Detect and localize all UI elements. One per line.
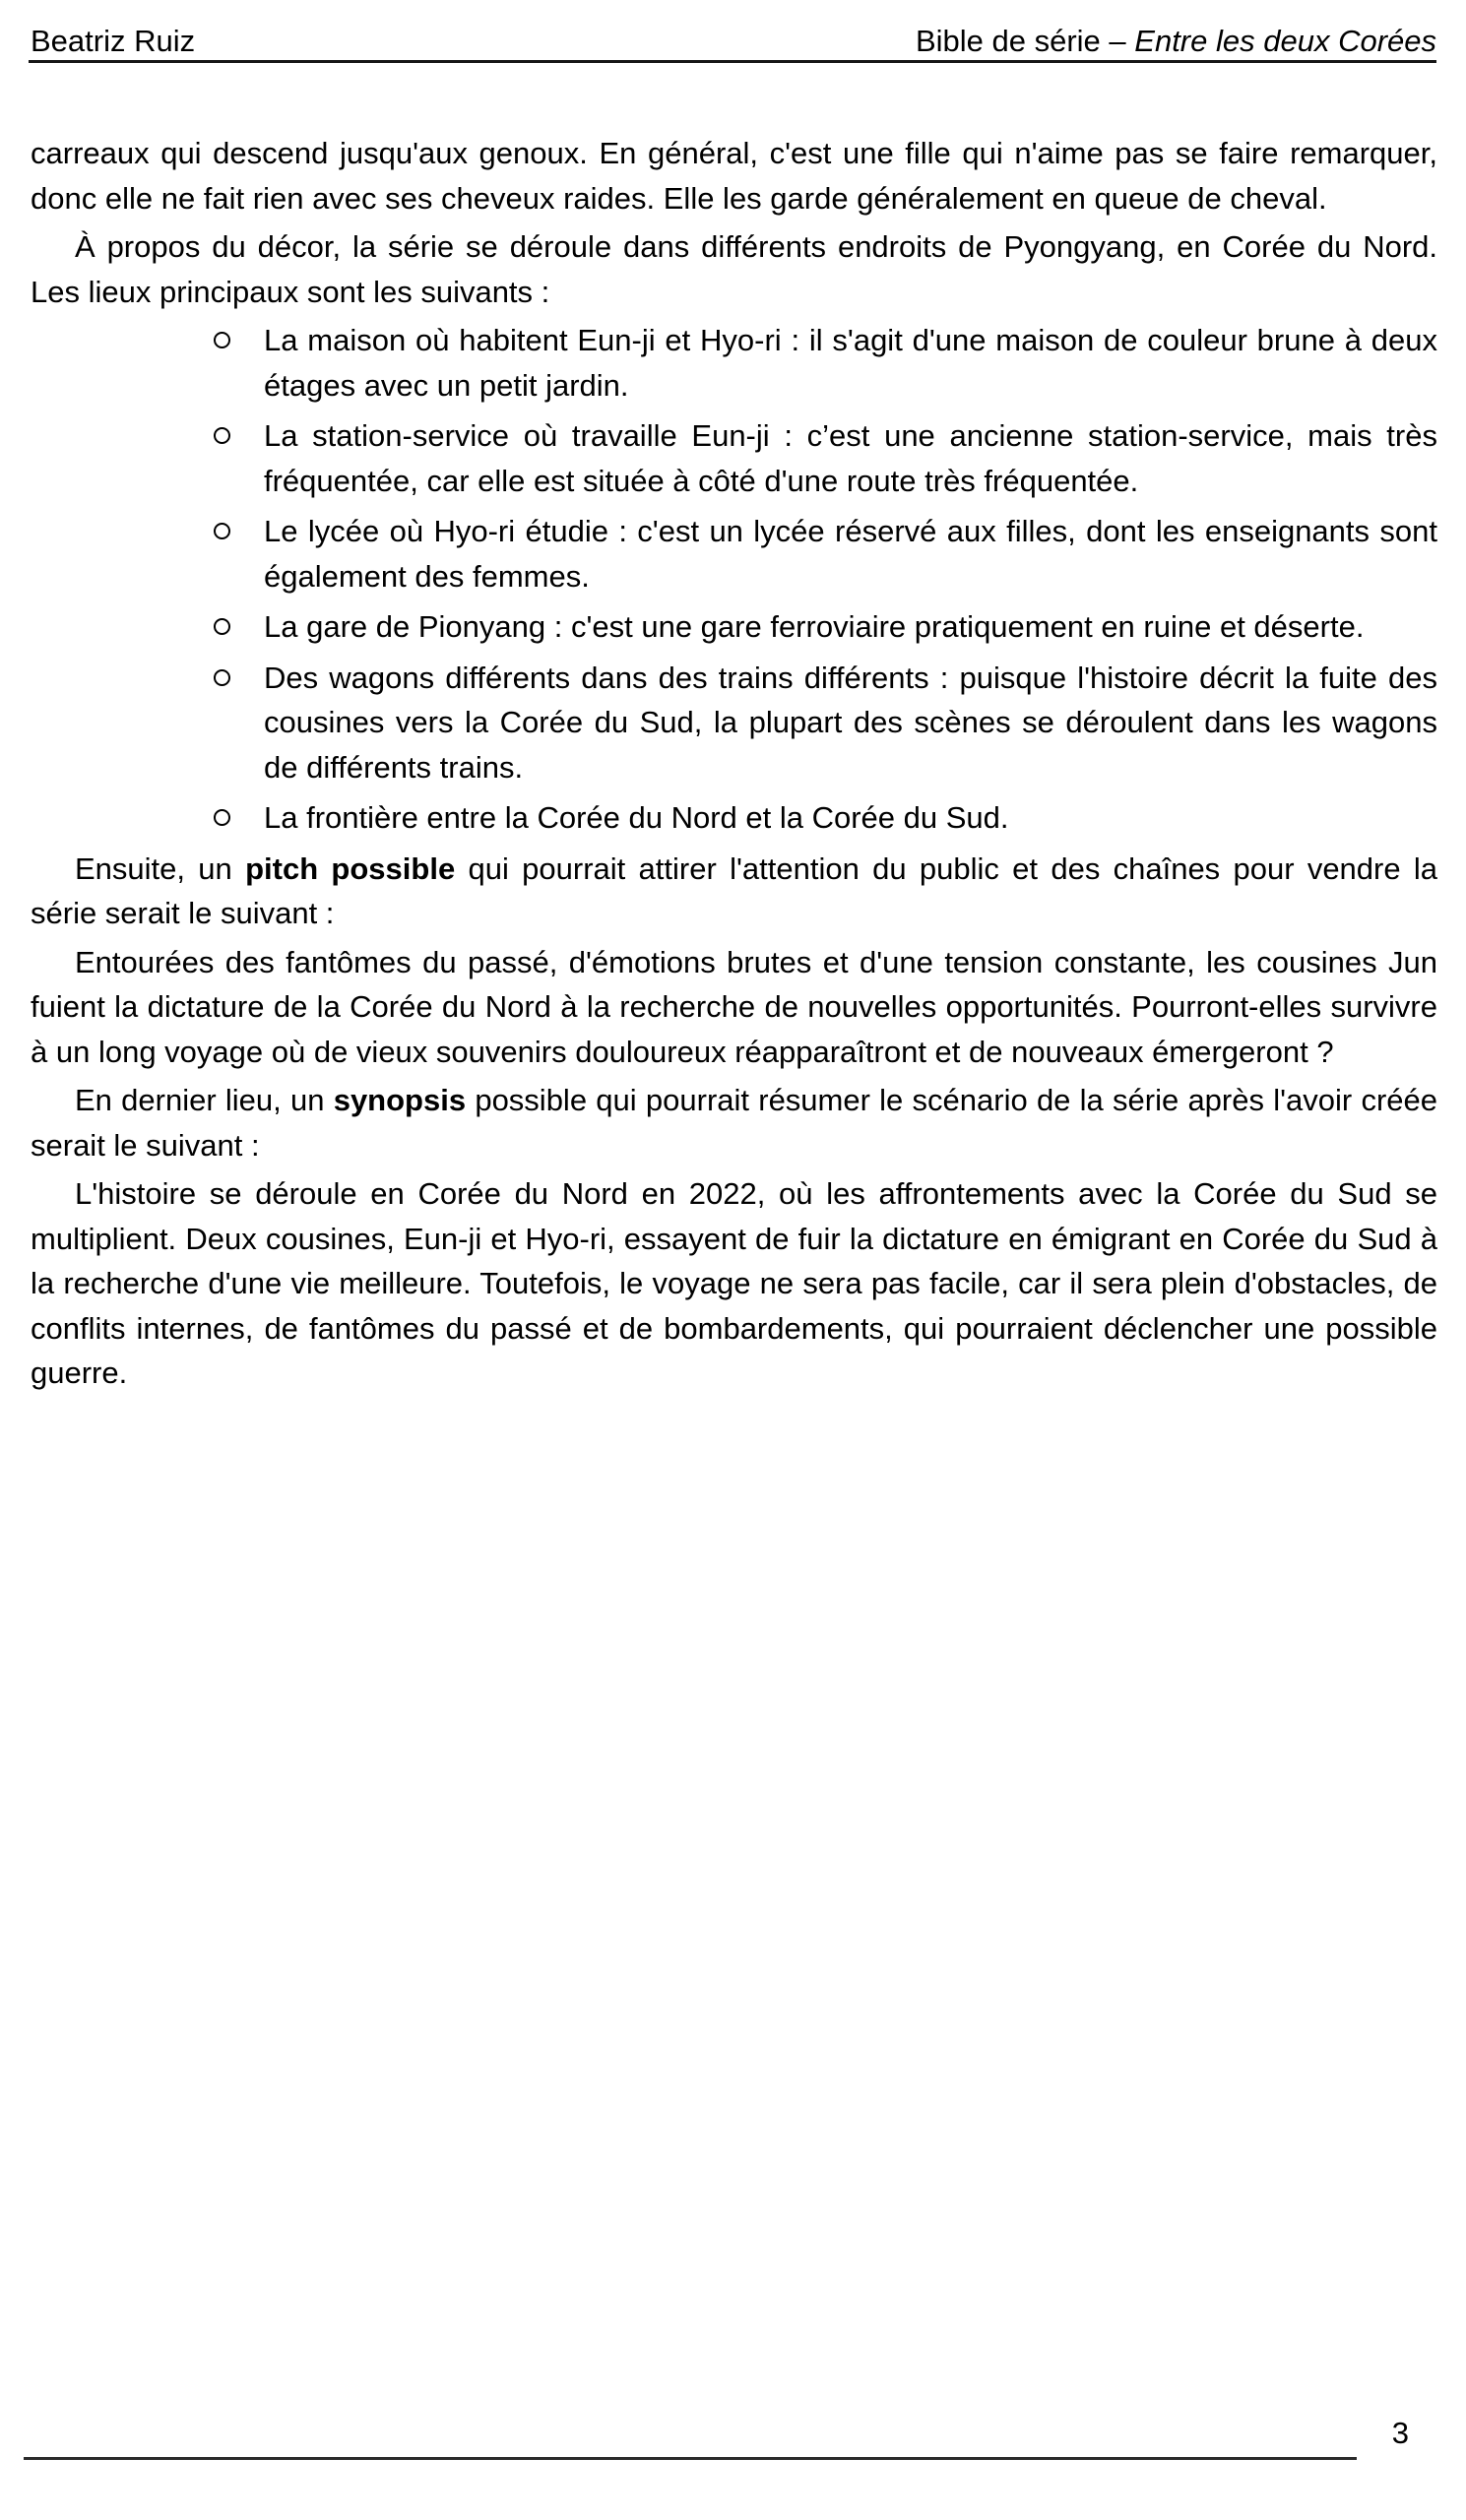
pitch-possible-bold: pitch possible: [245, 850, 456, 886]
circle-bullet-icon: [214, 427, 230, 444]
circle-bullet-icon: [214, 523, 230, 539]
footer-rule: [24, 2457, 1357, 2460]
pitch-intro-post: qui pourrait attirer l'attention du public et des chaînes pour vendre la série serait le suivant :: [31, 850, 1438, 930]
circle-bullet-icon: [214, 809, 230, 826]
list-item: [31, 604, 1437, 650]
paragraph-synopsis: L'histoire se déroule en Corée du Nord en 2022, où les affrontements avec la Corée du Sud se multiplient. Deux cousines, Eun-ji et Hyo-ri, essayent de fuir la dictature en émigrant en Corée du Sud à la recherche d'une vie meilleure. Toutefois, le voyage ne sera pas facile, car il sera plein d'obstacles, de conflits internes, de fantômes du passé et de bombardements, qui pourraient déclencher une possible guerre.: [31, 1176, 1437, 1390]
circle-bullet-icon: [214, 669, 230, 686]
list-item-text: La maison où habitent Eun-ji et Hyo-ri : il s'agit d'une maison de couleur brune à deux étages avec un petit jardin.: [264, 323, 1437, 403]
paragraph-pitch: Entourées des fantômes du passé, d'émotions brutes et d'une tension constante, les cousines Jun fuient la dictature de la Corée du Nord à la recherche de nouvelles opportunités. Pourront-elles survivre à un long voyage où de vieux souvenirs douloureux réapparaîtront et de nouveaux émergeront ?: [31, 944, 1437, 1069]
list-item-text: La frontière entre la Corée du Nord et la Corée du Sud.: [264, 800, 1009, 835]
header-rule: [29, 60, 1436, 63]
paragraph-appearance: carreaux qui descend jusqu'aux genoux. En général, c'est une fille qui n'aime pas se faire remarquer, donc elle ne fait rien avec ses cheveux raides. Elle les garde généralement en queue de cheval.: [31, 136, 1437, 216]
list-item: [31, 656, 1437, 790]
circle-bullet-icon: [214, 332, 230, 348]
page-number: 3: [1391, 2416, 1409, 2450]
locations-list: [31, 318, 1437, 841]
list-item: [31, 795, 1437, 841]
paragraph-pitch-intro: [31, 847, 1437, 936]
paragraph-synopsis-intro: [31, 1078, 1437, 1167]
list-item: [31, 413, 1437, 503]
header-author: Beatriz Ruiz: [31, 24, 196, 58]
synopsis-intro-pre: En dernier lieu, un: [75, 1083, 334, 1117]
circle-bullet-icon: [214, 618, 230, 635]
header-title-prefix: Bible de série –: [915, 24, 1135, 58]
list-item: [31, 318, 1437, 408]
header-title-italic: Entre les deux Corées: [1134, 24, 1436, 58]
pitch-intro-pre: Ensuite, un: [75, 850, 246, 886]
paragraph-decor-intro: À propos du décor, la série se déroule dans différents endroits de Pyongyang, en Corée du Nord. Les lieux principaux sont les suivants :: [31, 229, 1437, 309]
list-item-text: La gare de Pionyang : c'est une gare ferroviaire pratiquement en ruine et déserte.: [264, 609, 1365, 644]
list-item-text: La station-service où travaille Eun-ji : c’est une ancienne station-service, mais très fréquentée, car elle est située à côté d'une route très fréquentée.: [264, 418, 1437, 498]
document-body: [31, 131, 1437, 1400]
page-header: [31, 24, 1436, 59]
header-doc-title: [916, 24, 1436, 59]
synopsis-intro-post: possible qui pourrait résumer le scénario de la série après l'avoir créée serait le suivant :: [31, 1083, 1437, 1163]
list-item-text: Des wagons différents dans des trains différents : puisque l'histoire décrit la fuite des cousines vers la Corée du Sud, la plupart des scènes se déroulent dans les wagons de différents trains.: [264, 660, 1437, 785]
list-item: [31, 509, 1437, 598]
synopsis-bold: synopsis: [333, 1083, 467, 1117]
list-item-text: Le lycée où Hyo-ri étudie : c'est un lycée réservé aux filles, dont les enseignants sont également des femmes.: [264, 514, 1437, 594]
